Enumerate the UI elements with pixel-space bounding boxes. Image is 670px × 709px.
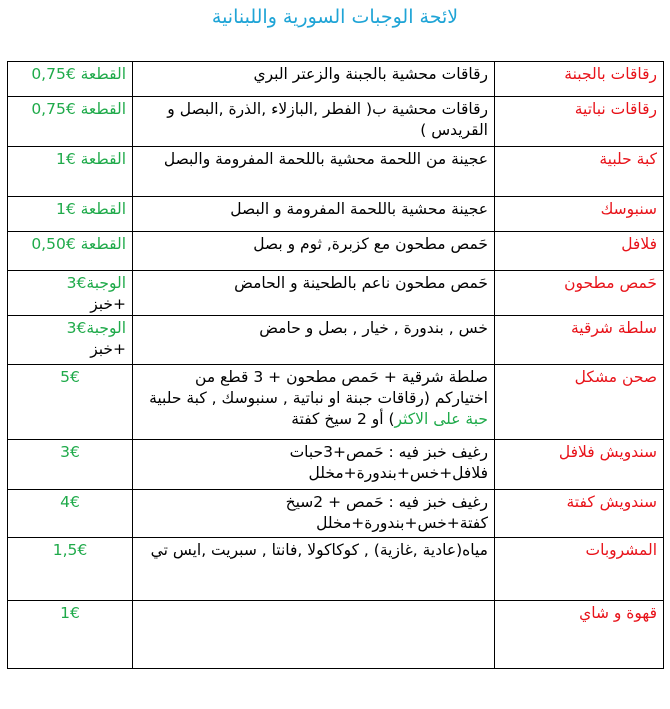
page-title: لائحة الوجبات السورية واللبنانية [211, 6, 459, 28]
description-cell: مياه(عادية ,غازية) , كوكاكولا ,فانتا , سبريت ,ايس تي [133, 538, 495, 601]
description-cell: عجينة محشية باللحمة المفرومة و البصل [133, 197, 495, 232]
description-cell: خس , بندورة , خيار , بصل و حامض [133, 316, 495, 365]
price-cell: 4€ [8, 490, 133, 538]
description-cell: حَمص مطحون ناعم بالطحينة و الحامض [133, 271, 495, 316]
table-row [8, 490, 664, 538]
description-cell [133, 601, 495, 669]
item-name-cell: رقاقات بالجبنة [495, 62, 664, 97]
item-name-cell: سندويش فلافل [495, 440, 664, 490]
price-cell: الوجبة3€ +خبز [8, 271, 133, 316]
table-row [8, 97, 664, 147]
table-row [8, 440, 664, 490]
description-cell: رقاقات محشية بالجبنة والزعتر البري [133, 62, 495, 97]
description-cell: رقاقات محشية ب( الفطر ,البازلاء ,الذرة ,البصل و القريدس ) [133, 97, 495, 147]
item-name-cell: رقاقات نباتية [495, 97, 664, 147]
description-cell: حَمص مطحون مع كزبرة, ثوم و بصل [133, 232, 495, 271]
table-row [8, 538, 664, 601]
price-cell: الوجبة3€ +خبز [8, 316, 133, 365]
price-cell: القطعة 0,75€ [8, 62, 133, 97]
table-row [8, 365, 664, 440]
item-name-cell: فلافل [495, 232, 664, 271]
description-cell: صلطة شرقية + حَمص مطحون + 3 قطع من اختياركم (رقاقات جبنة او نباتية , سنبوسك , كبة حلبية حبة على الاكثر) أو 2 سيخ كفتة [133, 365, 495, 440]
table-row [8, 197, 664, 232]
item-name-cell: المشروبات [495, 538, 664, 601]
item-name-cell: حَمص مطحون [495, 271, 664, 316]
table-row [8, 271, 664, 316]
price-cell: القطعة 1€ [8, 147, 133, 197]
price-cell: 1€ [8, 601, 133, 669]
price-cell: القطعة 0,75€ [8, 97, 133, 147]
item-name-cell: كبة حلبية [495, 147, 664, 197]
description-cell: عجينة من اللحمة محشية باللحمة المفرومة والبصل [133, 147, 495, 197]
price-cell: 5€ [8, 365, 133, 440]
table-row [8, 601, 664, 669]
table-row [8, 316, 664, 365]
price-cell: القطعة 0,50€ [8, 232, 133, 271]
table-row [8, 232, 664, 271]
table-row [8, 147, 664, 197]
item-name-cell: سندويش كفتة [495, 490, 664, 538]
description-cell: رغيف خبز فيه : حَمص + 2سيخ كفتة+خس+بندورة+مخلل [133, 490, 495, 538]
price-cell: 1,5€ [8, 538, 133, 601]
item-name-cell: سلطة شرقية [495, 316, 664, 365]
table-row [8, 62, 664, 97]
description-cell: رغيف خبز فيه : حَمص+3حبات فلافل+خس+بندورة+مخلل [133, 440, 495, 490]
item-name-cell: صحن مشكل [495, 365, 664, 440]
menu-table [7, 61, 664, 669]
item-name-cell: قهوة و شاي [495, 601, 664, 669]
price-cell: 3€ [8, 440, 133, 490]
price-cell: القطعة 1€ [8, 197, 133, 232]
item-name-cell: سنبوسك [495, 197, 664, 232]
